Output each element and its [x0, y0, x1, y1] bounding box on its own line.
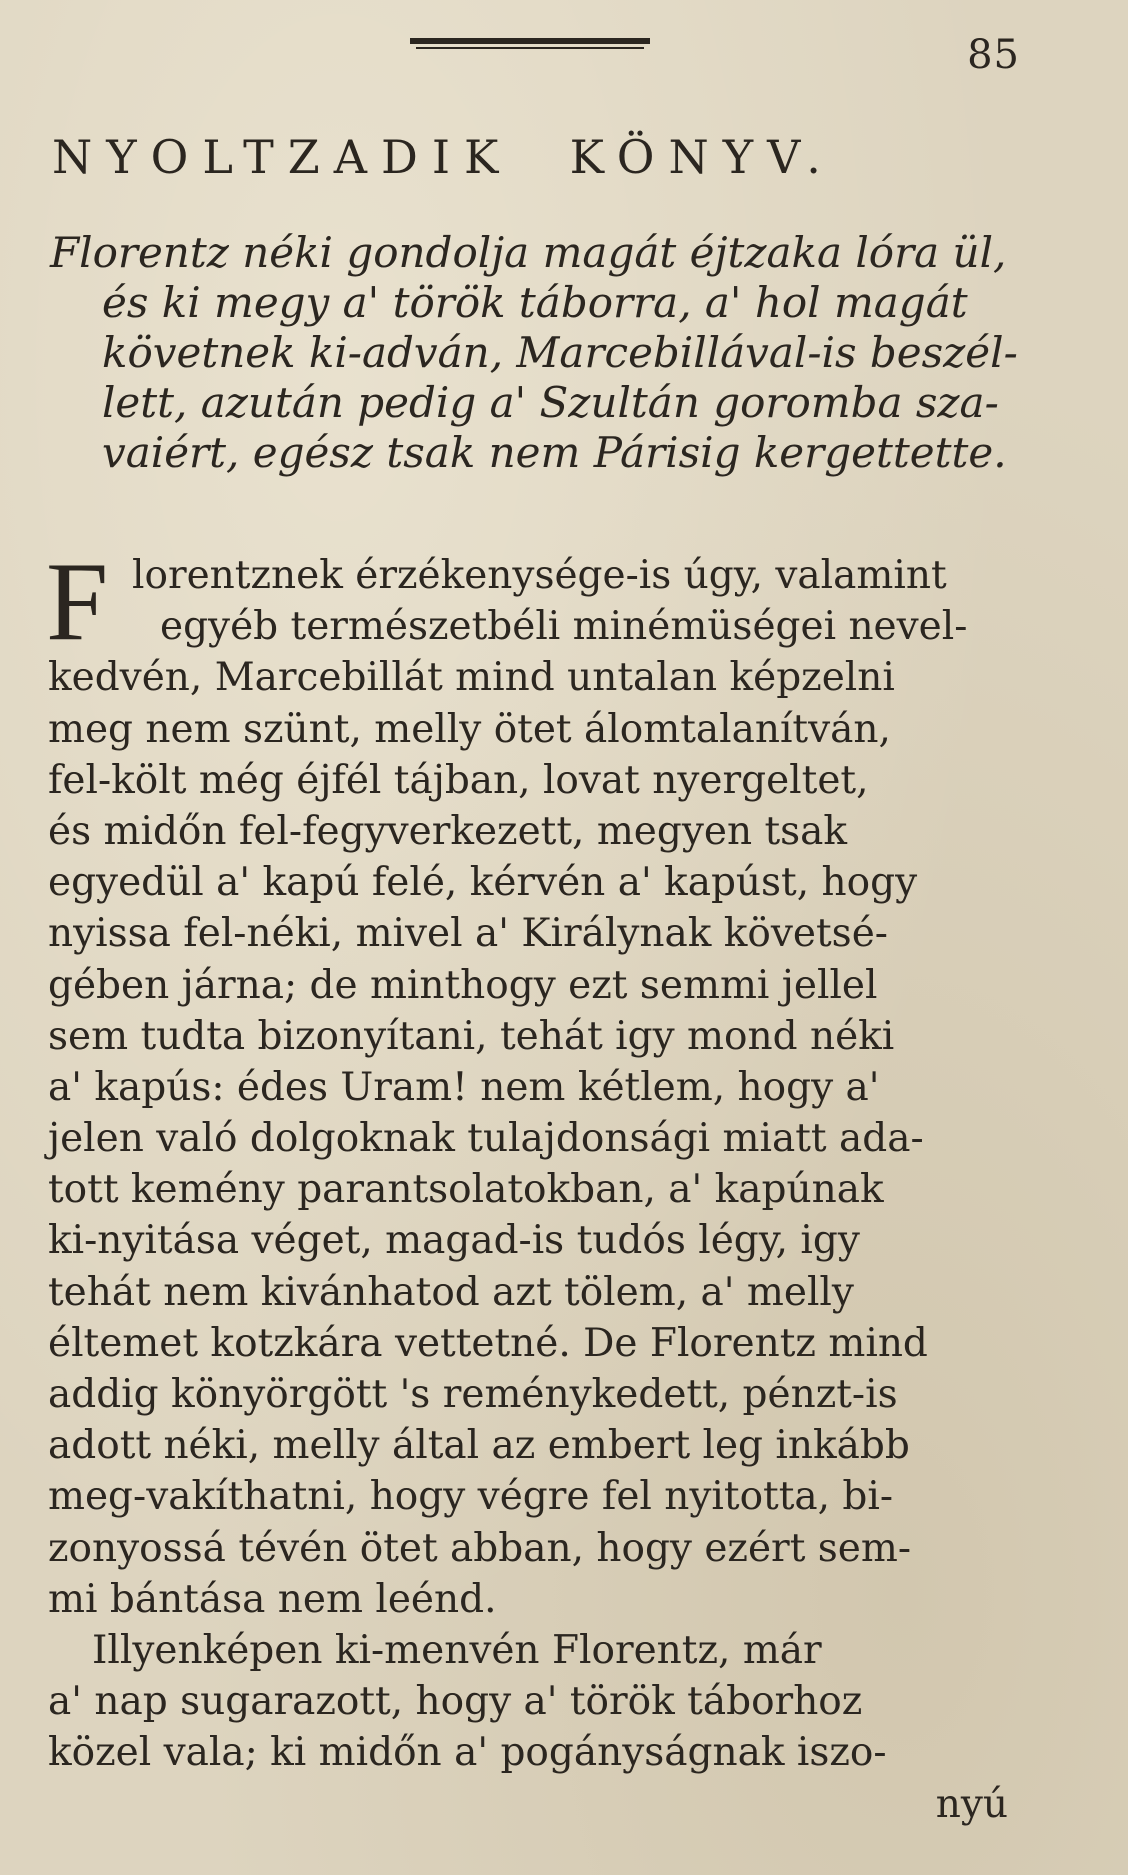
- body-line: meg nem szünt, melly ötet álomtalanítván,: [48, 706, 891, 752]
- body-line: jelen való dolgoknak tulajdonsági miatt ada-: [48, 1116, 924, 1162]
- summary-line: követnek ki-adván, Marcebillával-is beszél-: [102, 328, 1018, 377]
- body-line: mi bántása nem leénd.: [48, 1576, 497, 1622]
- body-line: addig könyörgött 's reménykedett, pénzt-is: [48, 1372, 898, 1417]
- header-rule-thick: [410, 38, 650, 44]
- body-line: a' nap sugarazott, hogy a' török táborhoz: [48, 1679, 863, 1725]
- body-text: [46, 540, 1048, 1830]
- body-line: és midőn fel-fegyverkezett, megyen tsak: [48, 808, 848, 854]
- body-line: kedvén, Marcebillát mind untalan képzelni: [48, 655, 895, 701]
- body-line: zonyossá tévén ötet abban, hogy ezért sem-: [48, 1525, 912, 1571]
- body-line: lorentznek érzékenysége-is úgy, valamint: [132, 553, 947, 598]
- body-line: tehát nem kivánhatod azt tölem, a' melly: [48, 1269, 854, 1315]
- body-line: fel-költ még éjfél tájban, lovat nyergeltet,: [48, 757, 869, 803]
- header-ornament-rule: [410, 34, 650, 50]
- body-line: sem tudta bizonyítani, tehát igy mond néki: [48, 1013, 895, 1059]
- body-line: gében járna; de minthogy ezt semmi jellel: [48, 962, 878, 1008]
- body-line: meg-vakíthatni, hogy végre fel nyitotta, bi-: [48, 1474, 894, 1520]
- body-line: Illyenképen ki-menvén Florentz, már: [92, 1627, 822, 1673]
- body-line: egyéb természetbéli minémüségei nevel-: [160, 604, 968, 650]
- body-line: egyedül a' kapú felé, kérvén a' kapúst, hogy: [48, 860, 918, 906]
- body-line: ki-nyitása véget, magad-is tudós légy, igy: [48, 1218, 860, 1264]
- header-rule-thin: [416, 47, 644, 49]
- body-line: nyissa fel-néki, mivel a' Királynak követsé-: [48, 911, 888, 957]
- chapter-summary: [50, 228, 1050, 478]
- book-title: NYOLTZADIK KÖNYV.: [52, 130, 835, 184]
- summary-line: vaiért, egész tsak nem Párisig kergettette.: [102, 428, 1007, 477]
- summary-line: lett, azután pedig a' Szultán goromba sza-: [102, 378, 999, 427]
- body-line: a' kapús: édes Uram! nem kétlem, hogy a': [48, 1064, 880, 1110]
- body-line: éltemet kotzkára vettetné. De Florentz mind: [48, 1320, 928, 1366]
- body-line: tott kemény parantsolatokban, a' kapúnak: [48, 1167, 884, 1213]
- summary-line: és ki megy a' török táborra, a' hol magát: [102, 278, 968, 327]
- summary-line: Florentz néki gondolja magát éjtzaka lóra ül,: [50, 228, 1007, 277]
- page-number: 85: [967, 32, 1020, 78]
- drop-cap: F: [46, 540, 109, 664]
- body-line: adott néki, melly által az embert leg inkább: [48, 1423, 910, 1469]
- catchword: nyú: [935, 1781, 1008, 1827]
- body-line: közel vala; ki midőn a' pogányságnak iszo-: [48, 1730, 887, 1776]
